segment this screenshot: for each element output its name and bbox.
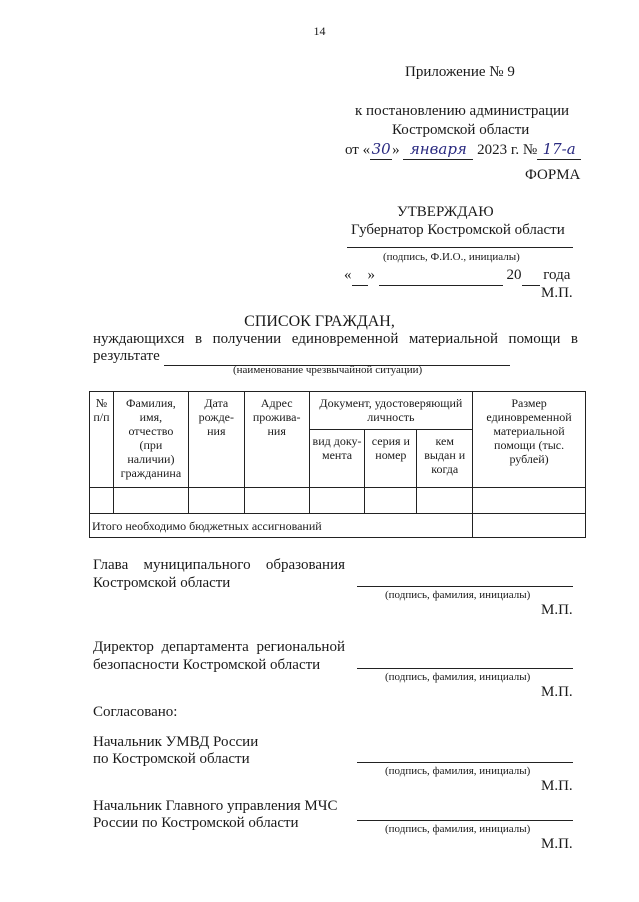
signature-2-line-2: безопасности Костромской области xyxy=(93,657,321,673)
table-total-row xyxy=(90,514,586,538)
agreed-2-line-1: Начальник Главного управления МЧС xyxy=(93,798,338,814)
agreed-1-stamp: М.П. xyxy=(541,778,573,794)
approve-date xyxy=(344,266,570,286)
table-cell xyxy=(417,488,473,514)
signature-2-stamp: М.П. xyxy=(541,684,573,700)
col-doc-type-header: вид доку-мента xyxy=(309,430,365,488)
agreed-label: Согласовано: xyxy=(93,704,178,720)
approve-date-open: « xyxy=(344,267,352,283)
table-cell xyxy=(188,488,244,514)
table-cell xyxy=(473,488,586,514)
approve-position: Губернатор Костромской области xyxy=(351,222,565,238)
date-number: 17-а xyxy=(537,140,581,160)
agreed-1-line-2: по Костромской области xyxy=(93,751,250,767)
date-prefix: от « xyxy=(345,142,371,158)
list-title: СПИСОК ГРАЖДАН, xyxy=(244,313,395,330)
signature-1-caption: (подпись, фамилия, инициалы) xyxy=(385,589,531,601)
date-mid: » xyxy=(392,142,400,158)
resolution-line-1: к постановлению администрации xyxy=(355,103,570,119)
col-doc-issued-header: кем выдан и когда xyxy=(417,430,473,488)
table-cell xyxy=(244,488,309,514)
approve-year-prefix: 20 xyxy=(506,267,522,283)
agreed-2-line-2: России по Костромской области xyxy=(93,815,299,831)
table-total-value xyxy=(473,514,586,538)
date-month: января xyxy=(403,140,473,160)
citizens-table xyxy=(89,391,586,538)
agreed-2-caption: (подпись, фамилия, инициалы) xyxy=(385,823,531,835)
table-cell xyxy=(90,488,114,514)
list-line-2-prefix: результате xyxy=(93,348,160,364)
approve-title: УТВЕРЖДАЮ xyxy=(397,204,494,220)
appendix-label: Приложение № 9 xyxy=(405,64,515,80)
approve-year-suffix: года xyxy=(543,267,571,283)
agreed-1-caption: (подпись, фамилия, инициалы) xyxy=(385,765,531,777)
approve-stamp: М.П. xyxy=(541,285,573,301)
col-number-header: № п/п xyxy=(90,392,114,488)
date-day: 30 xyxy=(371,140,391,158)
signature-2-line-1: Директор департамента региональной xyxy=(93,639,345,655)
col-name-header: Фамилия, имя, отчество (при наличии) гражданина xyxy=(113,392,188,488)
col-birth-header: Дата рожде-ния xyxy=(188,392,244,488)
col-amount-header: Размер единовременной материальной помощи (тыс. рублей) xyxy=(473,392,586,488)
signature-1-stamp: М.П. xyxy=(541,602,573,618)
table-row xyxy=(90,488,586,514)
signature-1-line-2: Костромской области xyxy=(93,575,231,591)
agreed-1-line-1: Начальник УМВД России xyxy=(93,734,259,750)
agreed-2-stamp: М.П. xyxy=(541,836,573,852)
col-document-header: Документ, удостоверяющий личность xyxy=(309,392,473,430)
signature-1-line xyxy=(357,586,573,587)
agreed-1-line xyxy=(357,762,573,763)
signature-1-line-1: Глава муниципального образования xyxy=(93,557,345,573)
table-cell xyxy=(309,488,365,514)
signature-2-line xyxy=(357,668,573,669)
resolution-line-2: Костромской области xyxy=(392,122,530,138)
list-line-1: нуждающихся в получении единовременной материальной помощи в xyxy=(93,331,578,347)
approve-caption: (подпись, Ф.И.О., инициалы) xyxy=(383,251,520,263)
col-address-header: Адрес прожива-ния xyxy=(244,392,309,488)
page-number: 14 xyxy=(313,24,326,38)
table-cell xyxy=(365,488,417,514)
list-caption: (наименование чрезвычайной ситуации) xyxy=(233,364,423,376)
signature-2-caption: (подпись, фамилия, инициалы) xyxy=(385,671,531,683)
table-total-label: Итого необходимо бюджетных ассигнований xyxy=(90,514,473,538)
date-year: 2023 г. № xyxy=(477,142,538,158)
agreed-2-line xyxy=(357,820,573,821)
approve-signature-line xyxy=(347,247,573,248)
approve-date-close: » xyxy=(367,267,375,283)
resolution-date xyxy=(345,140,581,160)
form-label: ФОРМА xyxy=(525,167,581,183)
col-doc-series-header: серия и номер xyxy=(365,430,417,488)
table-cell xyxy=(113,488,188,514)
